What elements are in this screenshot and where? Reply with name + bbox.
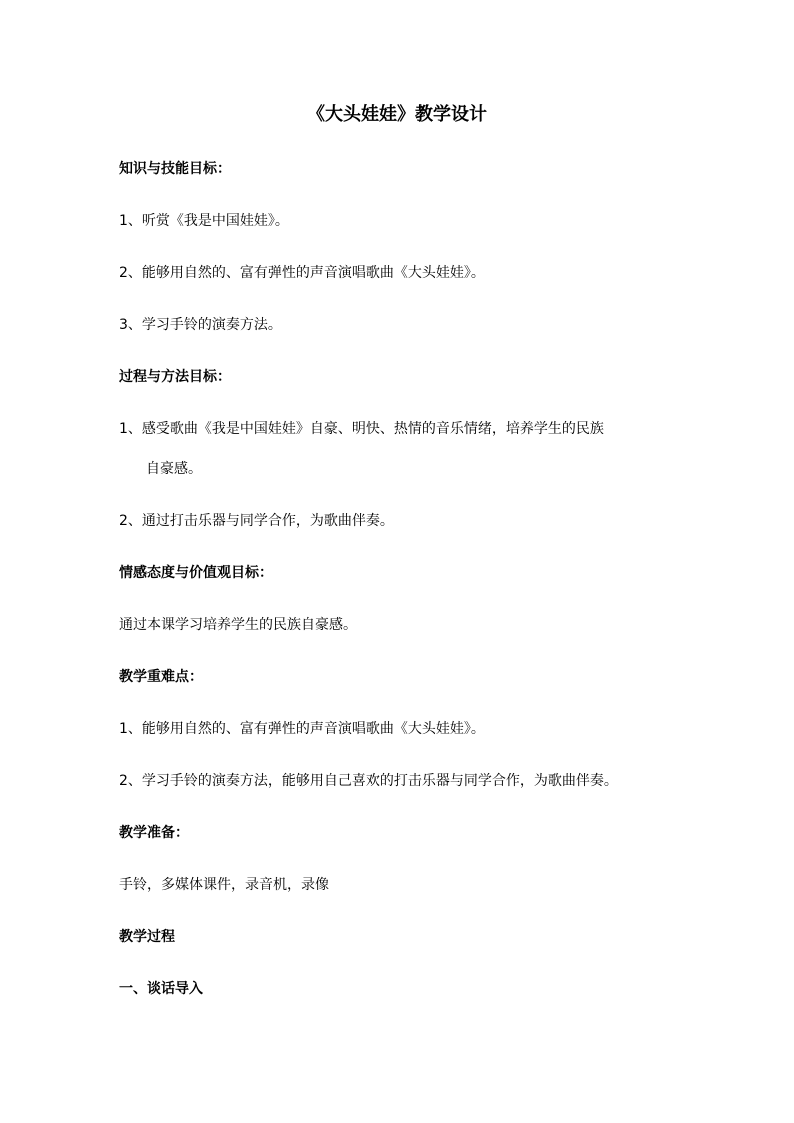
key-point-1: 1、能够用自然的、富有弹性的声音演唱歌曲《大头娃娃》。 — [119, 721, 485, 737]
knowledge-skills-heading: 知识与技能目标： — [119, 161, 231, 177]
process-methods-heading: 过程与方法目标： — [119, 369, 231, 385]
knowledge-item-1: 1、听赏《我是中国娃娃》。 — [119, 213, 289, 229]
knowledge-item-2: 2、能够用自然的、富有弹性的声音演唱歌曲《大头娃娃》。 — [119, 265, 485, 281]
emotion-values-heading: 情感态度与价值观目标： — [119, 565, 273, 581]
emotion-values-text: 通过本课学习培养学生的民族自豪感。 — [119, 617, 357, 633]
key-point-2: 2、学习手铃的演奏方法，能够用自己喜欢的打击乐器与同学合作，为歌曲伴奏。 — [119, 773, 618, 789]
process-item-2: 2、通过打击乐器与同学合作，为歌曲伴奏。 — [119, 513, 394, 529]
process-item-1-line-1: 1、感受歌曲《我是中国娃娃》自豪、明快、热情的音乐情绪，培养学生的民族 — [119, 421, 604, 437]
knowledge-item-3: 3、学习手铃的演奏方法。 — [119, 317, 282, 333]
document-title: 《大头娃娃》教学设计 — [307, 104, 487, 125]
process-item-1-line-2: 自豪感。 — [146, 461, 202, 477]
procedure-step-1: 一、谈话导入 — [119, 981, 203, 997]
teaching-procedure-heading: 教学过程 — [119, 929, 175, 945]
teaching-preparation-text: 手铃，多媒体课件，录音机，录像 — [119, 877, 329, 893]
teaching-preparation-heading: 教学准备： — [119, 825, 189, 841]
key-difficult-points-heading: 教学重难点： — [119, 669, 203, 685]
